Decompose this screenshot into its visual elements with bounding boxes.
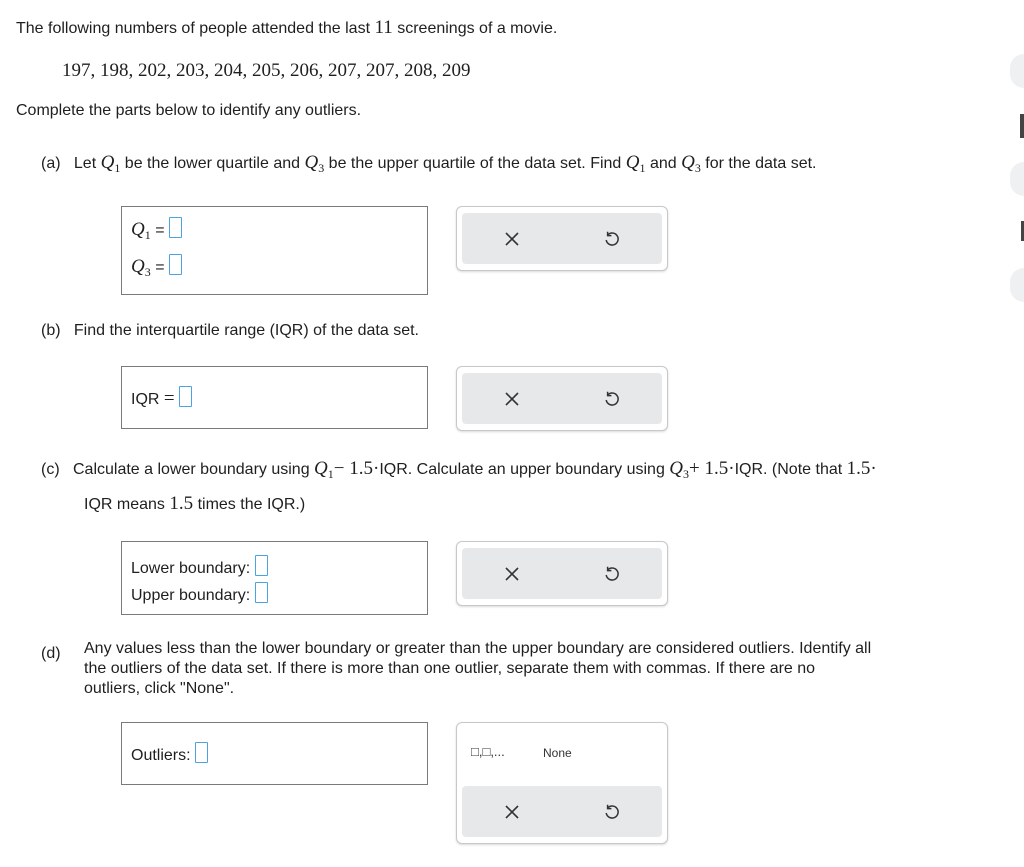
lower-boundary-input[interactable] [255,555,268,576]
q1-row: $Q_1$ = [131,217,182,241]
upper-boundary-row: Upper boundary: [131,582,268,605]
q3-input[interactable] [169,254,182,275]
part-c-question-line1: (c) Calculate a lower boundary using $Q_1- 1.5\cdot IQR$. Calculate an upper boundary using $Q_3+ 1.5\cdot IQR$. (Note that 1.5· [41,458,877,481]
part-a-clear-button[interactable] [492,219,532,259]
part-a-toolbar [462,213,662,264]
q1-input[interactable] [169,217,182,238]
none-label: None [543,746,572,760]
side-tab[interactable] [1010,54,1024,88]
undo-icon [603,230,621,248]
part-a-answer-box [121,206,428,295]
outliers-row: Outliers: [131,742,208,765]
part-b-answer-box [121,366,428,429]
part-a-toolbox [456,206,668,271]
part-b-clear-button[interactable] [492,379,532,419]
side-tab[interactable] [1010,268,1024,302]
list-template-label: □,□,... [471,744,505,759]
undo-icon [603,565,621,583]
upper-boundary-input[interactable] [255,582,268,603]
part-c-question-line2: IQR means 1.5 times the IQR.) [84,493,306,514]
part-b-undo-button[interactable] [592,379,632,419]
side-tab[interactable] [1010,162,1024,196]
clear-x-icon [505,805,519,819]
outliers-input[interactable] [195,742,208,763]
part-a-question: (a) Let $Q_1$ be the lower quartile and $Q_3$ be the upper quartile of the data set. Find $Q_1$ and $Q_3$ for the data set. [41,152,817,175]
clear-x-icon [505,567,519,581]
instruction-text: Complete the parts below to identify any outliers. [16,102,362,119]
part-d-question: Any values less than the lower boundary or greater than the upper boundary are considered outliers. Identify all the outliers of the data set. If there is more than one outlier, separate them with commas. If there are no outliers, click "None". [84,640,872,697]
part-c-clear-button[interactable] [492,554,532,594]
intro-text: The following numbers of people attended the last 11 screenings of a movie. [16,17,558,38]
undo-icon [603,803,621,821]
part-a-undo-button[interactable] [592,219,632,259]
side-marker [1020,114,1024,138]
iqr-input[interactable] [179,386,192,407]
part-c-toolbox [456,541,668,606]
part-b-toolbox [456,366,668,431]
list-template-button[interactable] [471,744,505,759]
lower-boundary-row: Lower boundary: [131,555,268,578]
part-d-toolbar [462,786,662,837]
part-b-toolbar [462,373,662,424]
part-b-question: (b) Find the interquartile range (IQR) of the data set. [41,322,419,339]
undo-icon [603,390,621,408]
part-c-answer-box [121,541,428,615]
clear-x-icon [505,232,519,246]
part-d-toolbox [456,722,668,844]
screening-count: 11 [374,17,393,38]
part-d-answer-box [121,722,428,785]
part-c-toolbar [462,548,662,599]
part-c-undo-button[interactable] [592,554,632,594]
none-button[interactable] [543,746,572,760]
data-values: 197, 198, 202, 203, 204, 205, 206, 207, 207, 208, 209 [62,60,471,81]
clear-x-icon [505,392,519,406]
q3-row: $Q_3$ = [131,254,182,278]
iqr-row: IQR = [131,386,192,410]
part-d-undo-button[interactable] [592,792,632,832]
part-d-letter: (d) [41,645,61,662]
part-d-clear-button[interactable] [492,792,532,832]
